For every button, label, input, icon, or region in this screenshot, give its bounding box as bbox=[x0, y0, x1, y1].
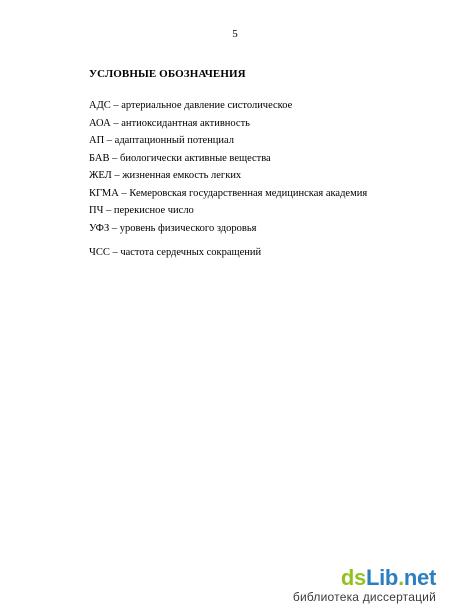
abbreviation-item: АОА – антиоксидантная активность bbox=[89, 117, 250, 129]
logo-dot-text: . bbox=[398, 565, 404, 590]
section-heading: УСЛОВНЫЕ ОБОЗНАЧЕНИЯ bbox=[89, 68, 246, 80]
dslib-logo bbox=[293, 567, 436, 589]
abbreviation-item: УФЗ – уровень физического здоровья bbox=[89, 222, 257, 234]
abbreviation-item: КГМА – Кемеровская государственная медицинская академия bbox=[89, 187, 368, 199]
logo-ds-text: ds bbox=[340, 565, 366, 590]
dslib-watermark bbox=[293, 567, 436, 604]
abbreviation-list bbox=[89, 99, 367, 264]
abbreviation-item: БАВ – биологически активные вещества bbox=[89, 152, 271, 164]
logo-lib-text: Lib bbox=[365, 565, 399, 590]
abbreviation-item: ЧСС – частота сердечных сокращений bbox=[89, 247, 262, 258]
watermark-caption: библиотека диссертаций bbox=[292, 590, 436, 604]
abbreviation-item: АП – адаптационный потенциал bbox=[89, 135, 235, 146]
abbreviation-item: ПЧ – перекисное число bbox=[89, 205, 194, 216]
page-number: 5 bbox=[232, 28, 238, 40]
logo-net-text: net bbox=[403, 565, 436, 590]
abbreviation-item: ЖЕЛ – жизненная емкость легких bbox=[89, 170, 242, 181]
abbreviation-item: АДС – артериальное давление систолическое bbox=[89, 100, 293, 111]
